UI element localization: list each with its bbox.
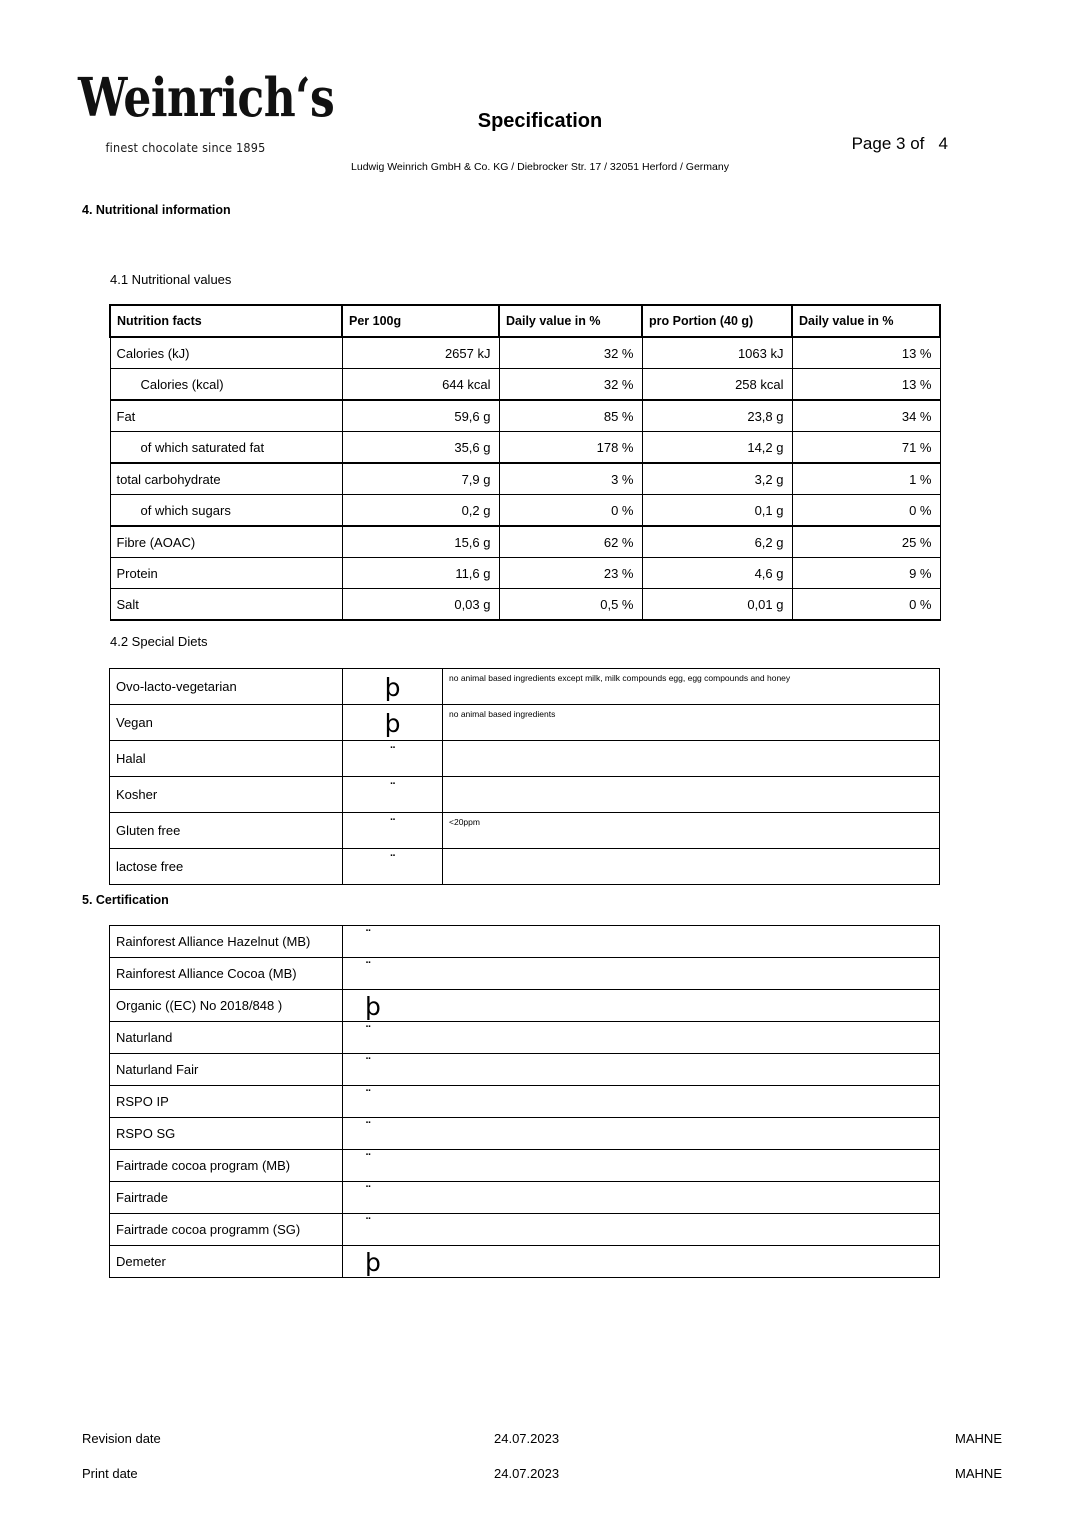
- table-row: [110, 1246, 940, 1278]
- revision-user: MAHNE: [955, 1431, 1002, 1446]
- checkbox-unchecked-icon: ¨: [365, 1089, 371, 1104]
- certification-checkbox[interactable]: [343, 1054, 940, 1086]
- certification-label: Naturland Fair: [110, 1054, 343, 1086]
- table-row: [110, 777, 940, 813]
- checkbox-unchecked-icon: ¨: [365, 961, 371, 976]
- nutrient-dv-portion: 34 %: [792, 400, 940, 432]
- diet-note: [443, 741, 940, 777]
- nutrient-dv-100g: 32 %: [499, 337, 642, 369]
- column-header-daily-value-100g: Daily value in %: [499, 305, 642, 337]
- table-row: [110, 400, 940, 432]
- table-row: [110, 1118, 940, 1150]
- nutrient-per-portion: 0,01 g: [642, 589, 792, 621]
- nutrient-dv-portion: 0 %: [792, 589, 940, 621]
- nutrient-per-100g: 35,6 g: [342, 432, 499, 464]
- table-row: [110, 813, 940, 849]
- nutrient-label: Salt: [110, 589, 342, 621]
- table-row: [110, 958, 940, 990]
- diet-checkbox[interactable]: [343, 705, 443, 741]
- print-user: MAHNE: [955, 1466, 1002, 1481]
- certification-checkbox[interactable]: [343, 990, 940, 1022]
- certification-label: Rainforest Alliance Cocoa (MB): [110, 958, 343, 990]
- diet-label: lactose free: [110, 849, 343, 885]
- print-date-value: 24.07.2023: [494, 1466, 560, 1481]
- diet-checkbox[interactable]: [343, 813, 443, 849]
- certification-label: Demeter: [110, 1246, 343, 1278]
- table-row: [110, 589, 940, 621]
- nutrient-label: Protein: [110, 558, 342, 589]
- checkbox-unchecked-icon: ¨: [365, 1025, 371, 1040]
- checkbox-unchecked-icon: ¨: [389, 818, 396, 833]
- page-header: [0, 0, 1080, 190]
- table-row: [110, 849, 940, 885]
- table-row: [110, 369, 940, 401]
- nutrient-per-100g: 0,2 g: [342, 495, 499, 527]
- nutrient-dv-100g: 62 %: [499, 526, 642, 558]
- diet-note: no animal based ingredients: [443, 705, 940, 741]
- page-number: Page 3 of 4: [851, 134, 948, 153]
- certification-label: RSPO IP: [110, 1086, 343, 1118]
- table-row: [110, 463, 940, 495]
- certification-checkbox[interactable]: [343, 1150, 940, 1182]
- nutrition-facts-table: [109, 304, 941, 621]
- nutrient-dv-portion: 0 %: [792, 495, 940, 527]
- table-row: [110, 1214, 940, 1246]
- diet-note: <20ppm: [443, 813, 940, 849]
- special-diets-table: [109, 668, 940, 885]
- table-row: [110, 705, 940, 741]
- nutrient-per-100g: 59,6 g: [342, 400, 499, 432]
- nutrient-dv-portion: 25 %: [792, 526, 940, 558]
- nutrient-label: of which sugars: [110, 495, 342, 527]
- table-row: [110, 669, 940, 705]
- certification-table: [109, 925, 940, 1278]
- nutrient-per-portion: 14,2 g: [642, 432, 792, 464]
- print-date-label: Print date: [82, 1466, 138, 1481]
- nutrient-per-100g: 7,9 g: [342, 463, 499, 495]
- column-header-pro-portion: pro Portion (40 g): [642, 305, 792, 337]
- company-address-line: Ludwig Weinrich GmbH & Co. KG / Diebrocker Str. 17 / 32051 Herford / Germany: [351, 161, 729, 173]
- table-row: [110, 990, 940, 1022]
- certification-checkbox[interactable]: [343, 1118, 940, 1150]
- nutrient-dv-100g: 3 %: [499, 463, 642, 495]
- diet-note: no animal based ingredients except milk, milk compounds egg, egg compounds and honey: [443, 669, 940, 705]
- nutrient-per-100g: 11,6 g: [342, 558, 499, 589]
- diet-note: [443, 849, 940, 885]
- logo-tagline: finest chocolate since 1895: [105, 140, 266, 155]
- checkbox-unchecked-icon: ¨: [365, 1153, 371, 1168]
- nutrient-per-portion: 3,2 g: [642, 463, 792, 495]
- nutrient-per-100g: 644 kcal: [342, 369, 499, 401]
- nutrient-dv-100g: 0 %: [499, 495, 642, 527]
- nutrient-per-100g: 2657 kJ: [342, 337, 499, 369]
- table-row: [110, 1054, 940, 1086]
- heading-special-diets: 4.2 Special Diets: [110, 634, 208, 649]
- checkbox-checked-icon: þ: [384, 673, 401, 702]
- diet-checkbox[interactable]: [343, 741, 443, 777]
- nutrient-dv-portion: 1 %: [792, 463, 940, 495]
- nutrient-label: of which saturated fat: [110, 432, 342, 464]
- nutrient-dv-100g: 178 %: [499, 432, 642, 464]
- certification-label: Naturland: [110, 1022, 343, 1054]
- nutrient-label: total carbohydrate: [110, 463, 342, 495]
- certification-label: RSPO SG: [110, 1118, 343, 1150]
- nutrient-dv-portion: 13 %: [792, 337, 940, 369]
- certification-label: Fairtrade cocoa programm (SG): [110, 1214, 343, 1246]
- nutrient-per-100g: 15,6 g: [342, 526, 499, 558]
- revision-date-label: Revision date: [82, 1431, 161, 1446]
- table-row: [110, 926, 940, 958]
- certification-checkbox[interactable]: [343, 1246, 940, 1278]
- certification-checkbox[interactable]: [343, 1086, 940, 1118]
- nutrient-dv-portion: 71 %: [792, 432, 940, 464]
- diet-note: [443, 777, 940, 813]
- nutrient-per-portion: 6,2 g: [642, 526, 792, 558]
- table-row: [110, 741, 940, 777]
- nutrient-label: Fat: [110, 400, 342, 432]
- diet-label: Halal: [110, 741, 343, 777]
- document-title: Specification: [477, 110, 603, 132]
- table-header-row: [110, 305, 940, 337]
- heading-nutritional-information: 4. Nutritional information: [82, 203, 231, 217]
- nutrient-dv-100g: 23 %: [499, 558, 642, 589]
- diet-label: Kosher: [110, 777, 343, 813]
- certification-checkbox[interactable]: [343, 926, 940, 958]
- nutrient-label: Calories (kJ): [110, 337, 342, 369]
- table-row: [110, 1086, 940, 1118]
- certification-label: Rainforest Alliance Hazelnut (MB): [110, 926, 343, 958]
- table-row: [110, 558, 940, 589]
- diet-checkbox[interactable]: [343, 777, 443, 813]
- nutrient-dv-portion: 13 %: [792, 369, 940, 401]
- certification-checkbox[interactable]: [343, 1214, 940, 1246]
- certification-checkbox[interactable]: [343, 958, 940, 990]
- table-row: [110, 432, 940, 464]
- nutrient-per-portion: 1063 kJ: [642, 337, 792, 369]
- column-header-daily-value-portion: Daily value in %: [792, 305, 940, 337]
- nutrient-dv-100g: 85 %: [499, 400, 642, 432]
- checkbox-unchecked-icon: ¨: [365, 1217, 371, 1232]
- certification-label: Organic ((EC) No 2018/848 ): [110, 990, 343, 1022]
- nutrient-per-portion: 0,1 g: [642, 495, 792, 527]
- checkbox-checked-icon: þ: [365, 992, 381, 1021]
- table-row: [110, 1182, 940, 1214]
- table-row: [110, 337, 940, 369]
- diet-label: Vegan: [110, 705, 343, 741]
- nutrient-dv-portion: 9 %: [792, 558, 940, 589]
- nutrient-per-portion: 258 kcal: [642, 369, 792, 401]
- table-row: [110, 526, 940, 558]
- nutrient-label: Fibre (AOAC): [110, 526, 342, 558]
- diet-label: Gluten free: [110, 813, 343, 849]
- logo-wordmark: Weinrich‘s: [78, 67, 335, 130]
- table-row: [110, 495, 940, 527]
- certification-label: Fairtrade: [110, 1182, 343, 1214]
- nutrient-per-portion: 4,6 g: [642, 558, 792, 589]
- table-row: [110, 1150, 940, 1182]
- diet-label: Ovo-lacto-vegetarian: [110, 669, 343, 705]
- nutrient-dv-100g: 0,5 %: [499, 589, 642, 621]
- column-header-nutrition-facts: Nutrition facts: [110, 305, 342, 337]
- checkbox-unchecked-icon: ¨: [365, 1185, 371, 1200]
- checkbox-checked-icon: þ: [384, 709, 401, 738]
- checkbox-unchecked-icon: ¨: [389, 782, 396, 797]
- column-header-per-100g: Per 100g: [342, 305, 499, 337]
- diet-checkbox[interactable]: [343, 669, 443, 705]
- certification-label: Fairtrade cocoa program (MB): [110, 1150, 343, 1182]
- diet-checkbox[interactable]: [343, 849, 443, 885]
- checkbox-unchecked-icon: ¨: [365, 1057, 371, 1072]
- nutrient-dv-100g: 32 %: [499, 369, 642, 401]
- checkbox-unchecked-icon: ¨: [389, 746, 396, 761]
- table-row: [110, 1022, 940, 1054]
- checkbox-unchecked-icon: ¨: [365, 929, 371, 944]
- nutrient-per-100g: 0,03 g: [342, 589, 499, 621]
- checkbox-checked-icon: þ: [365, 1248, 381, 1277]
- checkbox-unchecked-icon: ¨: [365, 1121, 371, 1136]
- heading-nutritional-values: 4.1 Nutritional values: [110, 272, 232, 287]
- checkbox-unchecked-icon: ¨: [389, 854, 396, 869]
- nutrient-per-portion: 23,8 g: [642, 400, 792, 432]
- nutrient-label: Calories (kcal): [110, 369, 342, 401]
- certification-checkbox[interactable]: [343, 1022, 940, 1054]
- certification-checkbox[interactable]: [343, 1182, 940, 1214]
- revision-date-value: 24.07.2023: [494, 1431, 560, 1446]
- heading-certification: 5. Certification: [82, 893, 169, 907]
